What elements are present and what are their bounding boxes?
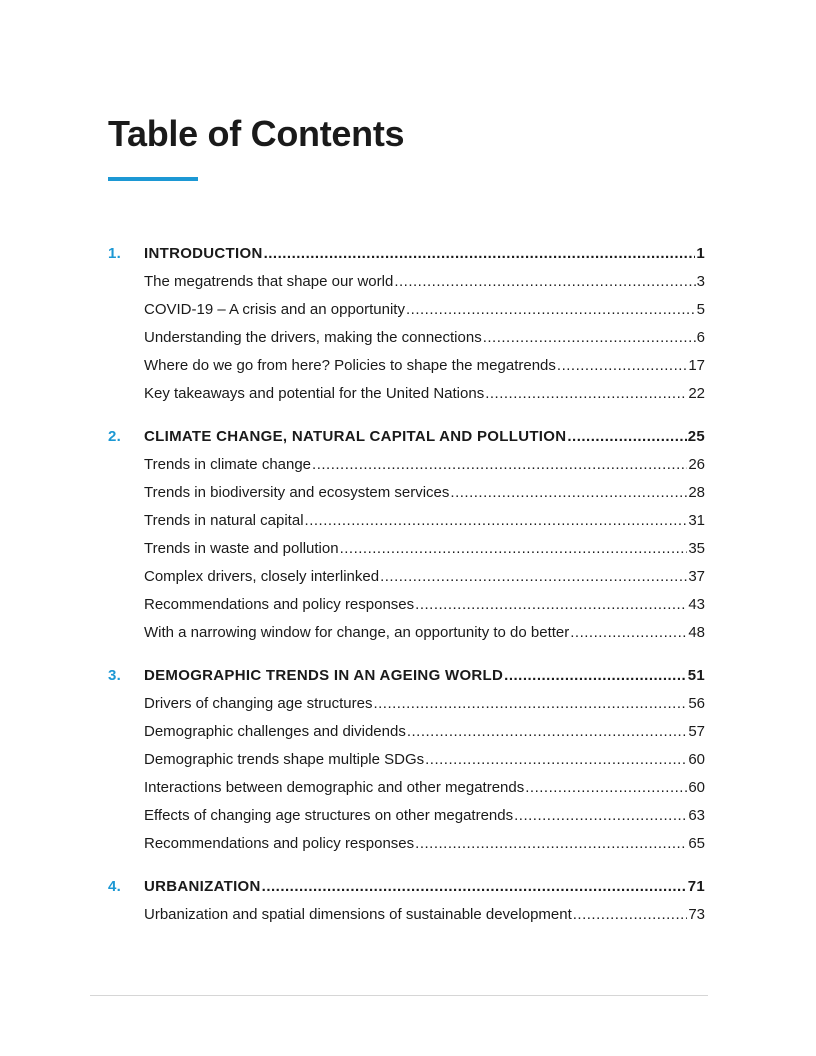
chapter-number: 1. [108,245,122,262]
chapter-page-number: 1 [696,245,705,262]
toc-chapter-entry[interactable] [108,662,705,690]
chapter-title: INTRODUCTION [144,245,263,262]
footer-divider [90,995,708,996]
dot-leader [485,380,687,408]
section-title: COVID-19 – A crisis and an opportunity [144,301,405,318]
section-title: Understanding the drivers, making the connections [144,329,482,346]
section-page-number: 57 [688,723,705,740]
chapter-number: 3. [108,667,122,684]
section-title: Trends in biodiversity and ecosystem services [144,484,450,501]
toc-section-entry[interactable] [108,619,705,647]
toc-chapter-entry[interactable] [108,873,705,901]
dot-leader [407,718,687,746]
toc-chapter [108,423,705,647]
dot-leader [264,240,696,268]
toc-section-entry[interactable] [108,268,705,296]
section-title: Demographic challenges and dividends [144,723,406,740]
section-page-number: 73 [688,906,705,923]
section-page-number: 17 [688,357,705,374]
section-page-number: 37 [688,568,705,585]
dot-leader [373,690,687,718]
dot-leader [450,479,687,507]
toc-section-entry[interactable] [108,451,705,479]
section-page-number: 56 [688,695,705,712]
section-page-number: 63 [688,807,705,824]
section-title: Where do we go from here? Policies to shape the megatrends [144,357,556,374]
section-title: The megatrends that shape our world [144,273,394,290]
dot-leader [557,352,687,380]
section-page-number: 6 [696,329,705,346]
dot-leader [415,830,687,858]
dot-leader [406,296,696,324]
dot-leader [570,619,687,647]
table-of-contents [108,240,705,944]
section-title: Interactions between demographic and other megatrends [144,779,525,796]
toc-section-entry[interactable] [108,324,705,352]
section-page-number: 60 [688,779,705,796]
page-title: Table of Contents [108,113,405,154]
dot-leader [305,507,688,535]
dot-leader [340,535,688,563]
toc-section-entry[interactable] [108,479,705,507]
chapter-number: 2. [108,428,122,445]
chapter-number: 4. [108,878,122,895]
toc-section-entry[interactable] [108,563,705,591]
dot-leader [573,901,688,929]
section-page-number: 60 [688,751,705,768]
section-page-number: 65 [688,835,705,852]
toc-section-entry[interactable] [108,352,705,380]
toc-chapter [108,662,705,858]
section-page-number: 48 [688,624,705,641]
dot-leader [525,774,687,802]
dot-leader [394,268,695,296]
dot-leader [415,591,687,619]
title-underline [108,177,198,181]
toc-section-entry[interactable] [108,690,705,718]
dot-leader [514,802,687,830]
chapter-page-number: 51 [687,667,705,684]
dot-leader [504,662,687,690]
toc-chapter-entry[interactable] [108,240,705,268]
chapter-title: URBANIZATION [144,878,261,895]
section-title: Recommendations and policy responses [144,596,415,613]
toc-section-entry[interactable] [108,718,705,746]
section-title: Trends in natural capital [144,512,304,529]
toc-section-entry[interactable] [108,535,705,563]
section-title: Demographic trends shape multiple SDGs [144,751,425,768]
section-title: With a narrowing window for change, an opportunity to do better [144,624,570,641]
toc-section-entry[interactable] [108,901,705,929]
dot-leader [425,746,687,774]
chapter-page-number: 71 [687,878,705,895]
section-page-number: 26 [688,456,705,473]
section-page-number: 3 [696,273,705,290]
section-title: Trends in waste and pollution [144,540,339,557]
chapter-title: CLIMATE CHANGE, NATURAL CAPITAL AND POLLUTION [144,428,567,445]
section-page-number: 22 [688,385,705,402]
section-title: Effects of changing age structures on other megatrends [144,807,514,824]
dot-leader [380,563,687,591]
dot-leader [567,423,686,451]
chapter-title: DEMOGRAPHIC TRENDS IN AN AGEING WORLD [144,667,504,684]
section-page-number: 5 [696,301,705,318]
toc-section-entry[interactable] [108,774,705,802]
toc-section-entry[interactable] [108,507,705,535]
section-page-number: 28 [688,484,705,501]
toc-chapter-entry[interactable] [108,423,705,451]
section-title: Trends in climate change [144,456,312,473]
toc-chapter [108,873,705,929]
section-page-number: 35 [688,540,705,557]
section-page-number: 43 [688,596,705,613]
toc-section-entry[interactable] [108,746,705,774]
toc-chapter [108,240,705,408]
section-title: Key takeaways and potential for the United Nations [144,385,485,402]
chapter-page-number: 25 [687,428,705,445]
section-title: Recommendations and policy responses [144,835,415,852]
toc-section-entry[interactable] [108,802,705,830]
toc-section-entry[interactable] [108,380,705,408]
toc-section-entry[interactable] [108,296,705,324]
toc-section-entry[interactable] [108,830,705,858]
section-title: Complex drivers, closely interlinked [144,568,380,585]
dot-leader [312,451,687,479]
section-page-number: 31 [688,512,705,529]
section-title: Urbanization and spatial dimensions of sustainable development [144,906,572,923]
section-title: Drivers of changing age structures [144,695,373,712]
dot-leader [262,873,687,901]
toc-section-entry[interactable] [108,591,705,619]
dot-leader [483,324,696,352]
